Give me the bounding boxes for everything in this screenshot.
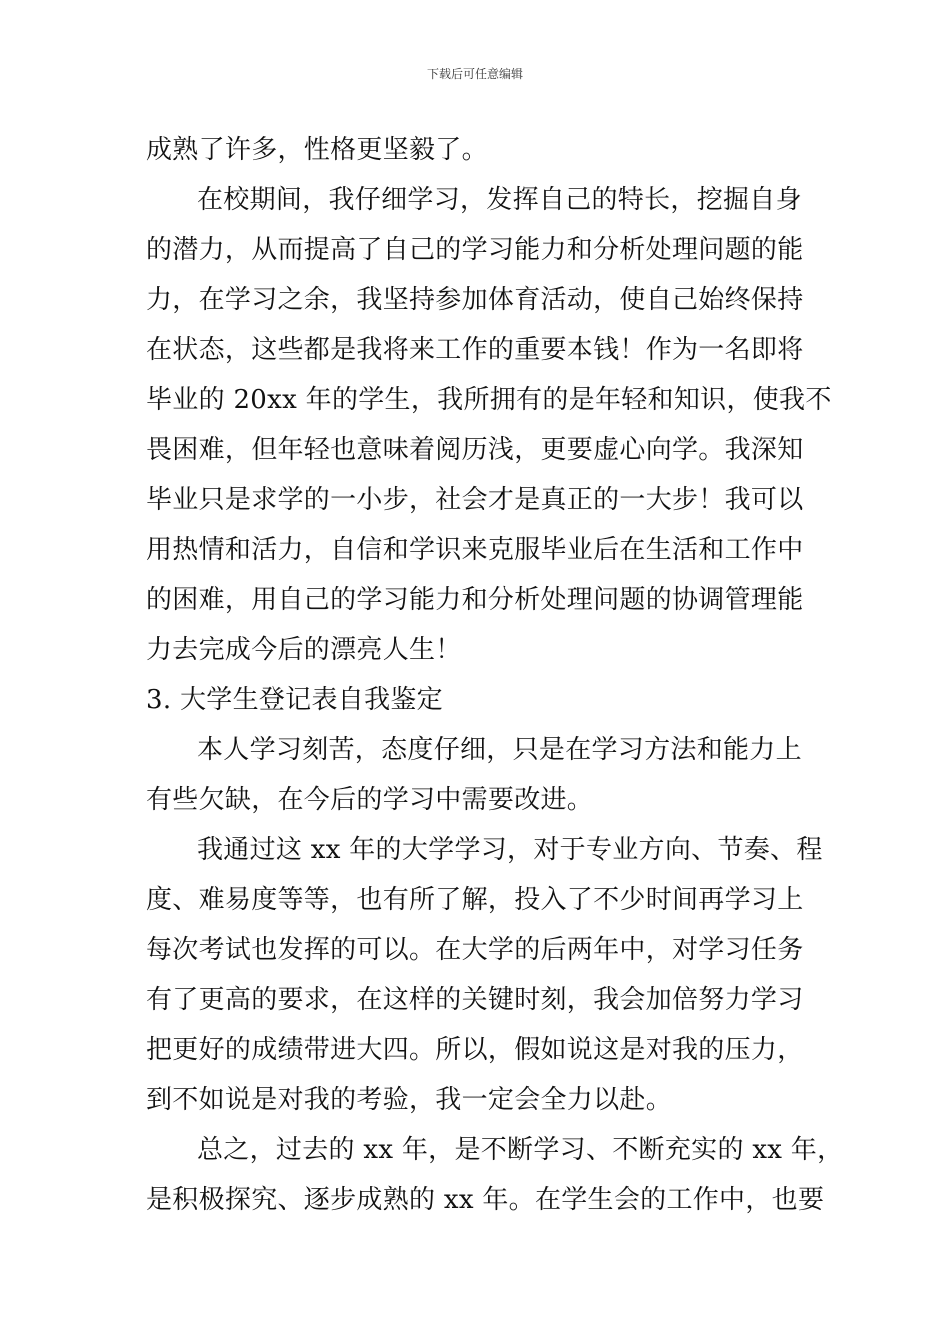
text-line: 用热情和活力，自信和学识来克服毕业后在生活和工作中	[146, 535, 804, 565]
text-line: 的潜力，从而提高了自己的学习能力和分析处理问题的能	[146, 235, 804, 265]
paragraph-first-line: 本人学习刻苦，态度仔细，只是在学习方法和能力上	[197, 735, 802, 765]
text-line: 把更好的成绩带进大四。所以，假如说这是对我的压力，	[146, 1035, 804, 1065]
paragraph-first-line: 在校期间，我仔细学习，发挥自己的特长，挖掘自身	[197, 185, 802, 215]
text-line: 有了更高的要求，在这样的关键时刻，我会加倍努力学习	[146, 985, 804, 1015]
text-line: 毕业的 20xx 年的学生，我所拥有的是年轻和知识，使我不	[146, 385, 832, 415]
text-line: 的困难，用自己的学习能力和分析处理问题的协调管理能	[146, 585, 804, 615]
text-line: 每次考试也发挥的可以。在大学的后两年中，对学习任务	[146, 935, 804, 965]
text-line: 力，在学习之余，我坚持参加体育活动，使自己始终保持	[146, 285, 804, 315]
text-line: 力去完成今后的漂亮人生！	[146, 635, 462, 665]
text-line: 在状态，这些都是我将来工作的重要本钱！作为一名即将	[146, 335, 804, 365]
text-line: 成熟了许多，性格更坚毅了。	[146, 135, 488, 165]
section-heading: 3. 大学生登记表自我鉴定	[146, 685, 443, 715]
text-line: 毕业只是求学的一小步，社会才是真正的一大步！我可以	[146, 485, 804, 515]
paragraph-first-line: 总之，过去的 xx 年，是不断学习、不断充实的 xx 年，	[197, 1135, 844, 1165]
text-line: 有些欠缺，在今后的学习中需要改进。	[146, 785, 594, 815]
text-line: 到不如说是对我的考验，我一定会全力以赴。	[146, 1085, 673, 1115]
text-line: 是积极探究、逐步成熟的 xx 年。在学生会的工作中，也要	[146, 1185, 825, 1215]
text-line: 畏困难，但年轻也意味着阅历浅，更要虚心向学。我深知	[146, 435, 804, 465]
paragraph-first-line: 我通过这 xx 年的大学学习，对于专业方向、节奏、程	[197, 835, 823, 865]
page-header: 下载后可任意编辑	[426, 67, 523, 81]
text-line: 度、难易度等等，也有所了解，投入了不少时间再学习上	[146, 885, 804, 915]
